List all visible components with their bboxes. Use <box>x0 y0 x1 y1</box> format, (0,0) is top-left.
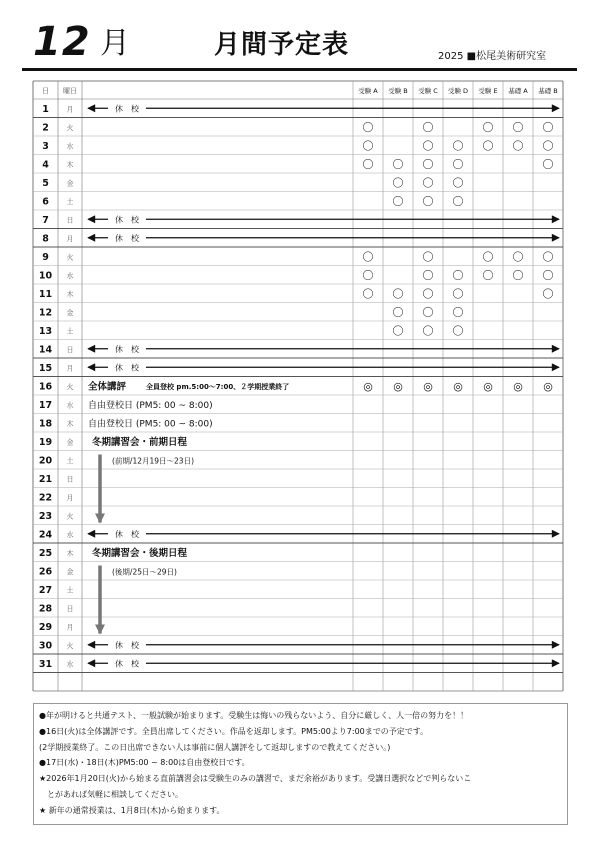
month-number: 12 <box>33 19 91 65</box>
dow-cell: 土 <box>66 586 74 595</box>
notes-box <box>33 703 568 825</box>
exam-mark: 〇 <box>392 287 404 301</box>
note-line: ●16日(火)は全体講評です。全員出席してください。作品を返却します。PM5:00より7:00までの予定です。 <box>39 726 429 736</box>
month-kanji: 月 <box>100 26 130 61</box>
column-header-exam: 受験 E <box>478 87 498 95</box>
dow-cell: 水 <box>66 401 74 410</box>
dow-cell: 日 <box>66 345 74 354</box>
date-cell: 31 <box>38 658 53 670</box>
dow-cell: 火 <box>66 512 74 521</box>
holiday-label: 休 校 <box>115 529 139 539</box>
date-cell: 22 <box>38 492 53 504</box>
date-cell: 9 <box>42 251 49 263</box>
schedule-text: 冬期講習会・後期日程 <box>92 547 188 559</box>
holiday-label: 休 校 <box>115 104 139 114</box>
exam-mark: 〇 <box>422 194 434 208</box>
date-cell: 20 <box>38 455 53 467</box>
exam-mark: ◎ <box>543 379 553 393</box>
holiday-label: 休 校 <box>115 344 139 354</box>
column-header-exam: 受験 D <box>447 87 469 95</box>
schedule-text: 冬期講習会・前期日程 <box>92 436 188 448</box>
exam-mark: 〇 <box>362 120 374 134</box>
exam-mark: 〇 <box>452 194 464 208</box>
date-cell: 8 <box>42 233 49 245</box>
note-line: ●年が明けると共通テスト、一般試験が始まります。受験生は悔いの残らないよう、自分に厳しく、人一倍の努力を！！ <box>39 711 469 720</box>
date-cell: 24 <box>38 529 53 541</box>
date-cell: 1 <box>42 103 49 115</box>
exam-mark: 〇 <box>392 324 404 338</box>
schedule-text: (後期/25日〜29日) <box>112 567 177 577</box>
dow-cell: 木 <box>66 160 74 169</box>
holiday-label: 休 校 <box>115 233 139 243</box>
schedule-subtext: 全員登校 pm.5:00〜7:00、２学期授業終了 <box>146 382 290 391</box>
date-cell: 19 <box>38 436 53 448</box>
dow-cell: 日 <box>66 475 74 484</box>
exam-mark: ◎ <box>453 379 463 393</box>
schedule-text: 全体講評 <box>88 381 127 393</box>
exam-mark: 〇 <box>422 250 434 264</box>
dow-cell: 月 <box>66 364 74 373</box>
dow-cell: 水 <box>66 660 74 669</box>
page-title: 月間予定表 <box>214 30 350 60</box>
dow-cell: 月 <box>66 623 74 632</box>
dow-cell: 火 <box>66 382 74 391</box>
dow-cell: 金 <box>66 179 74 188</box>
exam-mark: ◎ <box>483 379 493 393</box>
exam-mark: 〇 <box>452 324 464 338</box>
exam-mark: 〇 <box>362 268 374 282</box>
date-cell: 2 <box>42 122 49 134</box>
date-cell: 12 <box>38 307 53 319</box>
holiday-label: 休 校 <box>115 215 139 225</box>
exam-mark: ◎ <box>423 379 433 393</box>
dow-cell: 月 <box>66 105 74 114</box>
exam-mark: 〇 <box>362 250 374 264</box>
dow-cell: 火 <box>66 253 74 262</box>
column-header-exam: 受験 C <box>418 87 438 95</box>
table-cells <box>39 86 559 670</box>
exam-mark: 〇 <box>452 139 464 153</box>
exam-mark: 〇 <box>362 139 374 153</box>
exam-mark: 〇 <box>482 120 494 134</box>
exam-mark: ◎ <box>513 379 523 393</box>
exam-mark: 〇 <box>422 287 434 301</box>
column-header-exam: 基礎 B <box>538 87 558 95</box>
date-cell: 6 <box>42 196 49 208</box>
note-line: (2学期授業終了。この日出席できない人は事前に個人講評をして返却しますので教えてください。) <box>39 742 391 752</box>
exam-mark: 〇 <box>422 305 434 319</box>
note-line: とがあれば気軽に相談してください。 <box>39 789 183 799</box>
exam-mark: 〇 <box>512 268 524 282</box>
date-cell: 23 <box>38 510 53 522</box>
date-cell: 3 <box>42 140 49 152</box>
date-cell: 4 <box>42 159 49 171</box>
exam-mark: 〇 <box>452 305 464 319</box>
date-cell: 10 <box>38 270 53 282</box>
dow-cell: 金 <box>66 308 74 317</box>
exam-mark: 〇 <box>422 157 434 171</box>
dow-cell: 土 <box>66 327 74 336</box>
exam-mark: 〇 <box>392 176 404 190</box>
organization-label: 2025 ■松尾美術研究室 <box>438 51 547 62</box>
date-cell: 18 <box>38 418 53 430</box>
column-header-date: 日 <box>42 87 49 95</box>
exam-mark: 〇 <box>542 120 554 134</box>
dow-cell: 木 <box>66 549 74 558</box>
exam-mark: 〇 <box>422 324 434 338</box>
exam-mark: 〇 <box>362 157 374 171</box>
dow-cell: 月 <box>66 493 74 502</box>
exam-mark: 〇 <box>542 268 554 282</box>
note-line: ★ 新年の通常授業は、1月8日(木)から始まります。 <box>39 805 225 815</box>
exam-mark: 〇 <box>512 250 524 264</box>
dow-cell: 土 <box>66 197 74 206</box>
date-cell: 25 <box>38 547 53 559</box>
date-cell: 21 <box>38 473 53 485</box>
exam-mark: 〇 <box>542 157 554 171</box>
exam-mark: 〇 <box>452 176 464 190</box>
note-line: ★2026年1月20日(火)から始まる直前講習会は受験生のみの講習で、まだ余裕があります。受講日選択などで判らないこ <box>39 774 472 784</box>
exam-mark: 〇 <box>452 287 464 301</box>
exam-mark: ◎ <box>363 379 373 393</box>
exam-mark: 〇 <box>392 157 404 171</box>
exam-mark: 〇 <box>362 287 374 301</box>
date-cell: 5 <box>42 177 49 189</box>
dow-cell: 日 <box>66 216 74 225</box>
dow-cell: 水 <box>66 142 74 151</box>
date-cell: 27 <box>38 584 53 596</box>
date-cell: 11 <box>38 288 53 300</box>
exam-mark: 〇 <box>422 176 434 190</box>
schedule-text: 自由登校日 (PM5: 00 ~ 8:00) <box>88 400 213 411</box>
column-header-exam: 基礎 A <box>508 87 528 95</box>
dow-cell: 水 <box>66 271 74 280</box>
exam-mark: 〇 <box>482 250 494 264</box>
exam-mark: 〇 <box>542 250 554 264</box>
exam-mark: 〇 <box>452 268 464 282</box>
dow-cell: 月 <box>66 234 74 243</box>
schedule-text: (前期/12月19日〜23日) <box>112 456 195 466</box>
exam-mark: 〇 <box>512 120 524 134</box>
exam-mark: 〇 <box>482 268 494 282</box>
exam-mark: 〇 <box>452 157 464 171</box>
date-cell: 17 <box>38 399 53 411</box>
date-cell: 16 <box>38 381 53 393</box>
exam-mark: ◎ <box>393 379 403 393</box>
column-header-exam: 受験 A <box>358 87 378 95</box>
column-header-exam: 受験 B <box>388 87 408 95</box>
note-line: ●17日(水)・18日(木)PM5:00 ~ 8:00は自由登校日です。 <box>39 758 250 768</box>
date-cell: 7 <box>42 214 49 226</box>
holiday-label: 休 校 <box>115 659 139 669</box>
date-cell: 28 <box>38 603 53 615</box>
exam-mark: 〇 <box>482 139 494 153</box>
date-cell: 29 <box>38 621 53 633</box>
dow-cell: 日 <box>66 604 74 613</box>
exam-mark: 〇 <box>422 139 434 153</box>
exam-mark: 〇 <box>392 194 404 208</box>
dow-cell: 木 <box>66 290 74 299</box>
exam-mark: 〇 <box>422 268 434 282</box>
dow-cell: 金 <box>66 567 74 576</box>
dow-cell: 水 <box>66 530 74 539</box>
date-cell: 30 <box>38 640 53 652</box>
exam-mark: 〇 <box>512 139 524 153</box>
date-cell: 26 <box>38 566 53 578</box>
column-header-dow: 曜日 <box>63 87 77 95</box>
exam-mark: 〇 <box>542 139 554 153</box>
exam-mark: 〇 <box>392 305 404 319</box>
dow-cell: 火 <box>66 641 74 650</box>
date-cell: 13 <box>38 325 53 337</box>
exam-mark: 〇 <box>422 120 434 134</box>
holiday-label: 休 校 <box>115 363 139 373</box>
dow-cell: 金 <box>66 438 74 447</box>
schedule-text: 自由登校日 (PM5: 00 ~ 8:00) <box>88 419 213 430</box>
date-cell: 15 <box>38 362 53 374</box>
dow-cell: 火 <box>66 123 74 132</box>
holiday-label: 休 校 <box>115 640 139 650</box>
date-cell: 14 <box>38 344 53 356</box>
dow-cell: 土 <box>66 456 74 465</box>
exam-mark: 〇 <box>542 287 554 301</box>
dow-cell: 木 <box>66 419 74 428</box>
